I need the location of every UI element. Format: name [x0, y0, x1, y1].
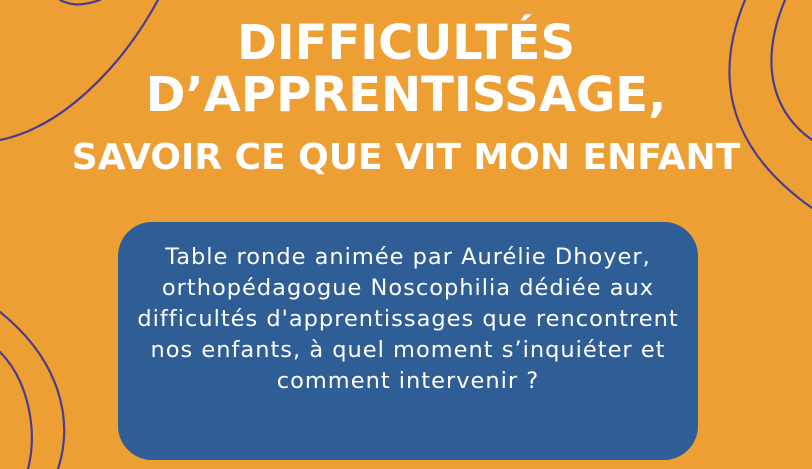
- subtitle: SAVOIR CE QUE VIT MON ENFANT: [71, 137, 741, 178]
- top-left-arc-small: [60, 0, 100, 5]
- description-card: [118, 222, 698, 460]
- left-arc-outer: [0, 312, 64, 469]
- title-line-1: DIFFICULTÉS: [236, 15, 576, 71]
- left-arc-inner: [0, 352, 32, 469]
- description-text: Table ronde animée par Aurélie Dhoyer, orthopédagogue Noscophilia dédiée aux difficultés d'apprentissages que rencontrent nos enfants, à quel moment s’inquiéter et comment intervenir ?: [137, 244, 679, 394]
- title-line-2: D’APPRENTISSAGE,: [145, 67, 667, 123]
